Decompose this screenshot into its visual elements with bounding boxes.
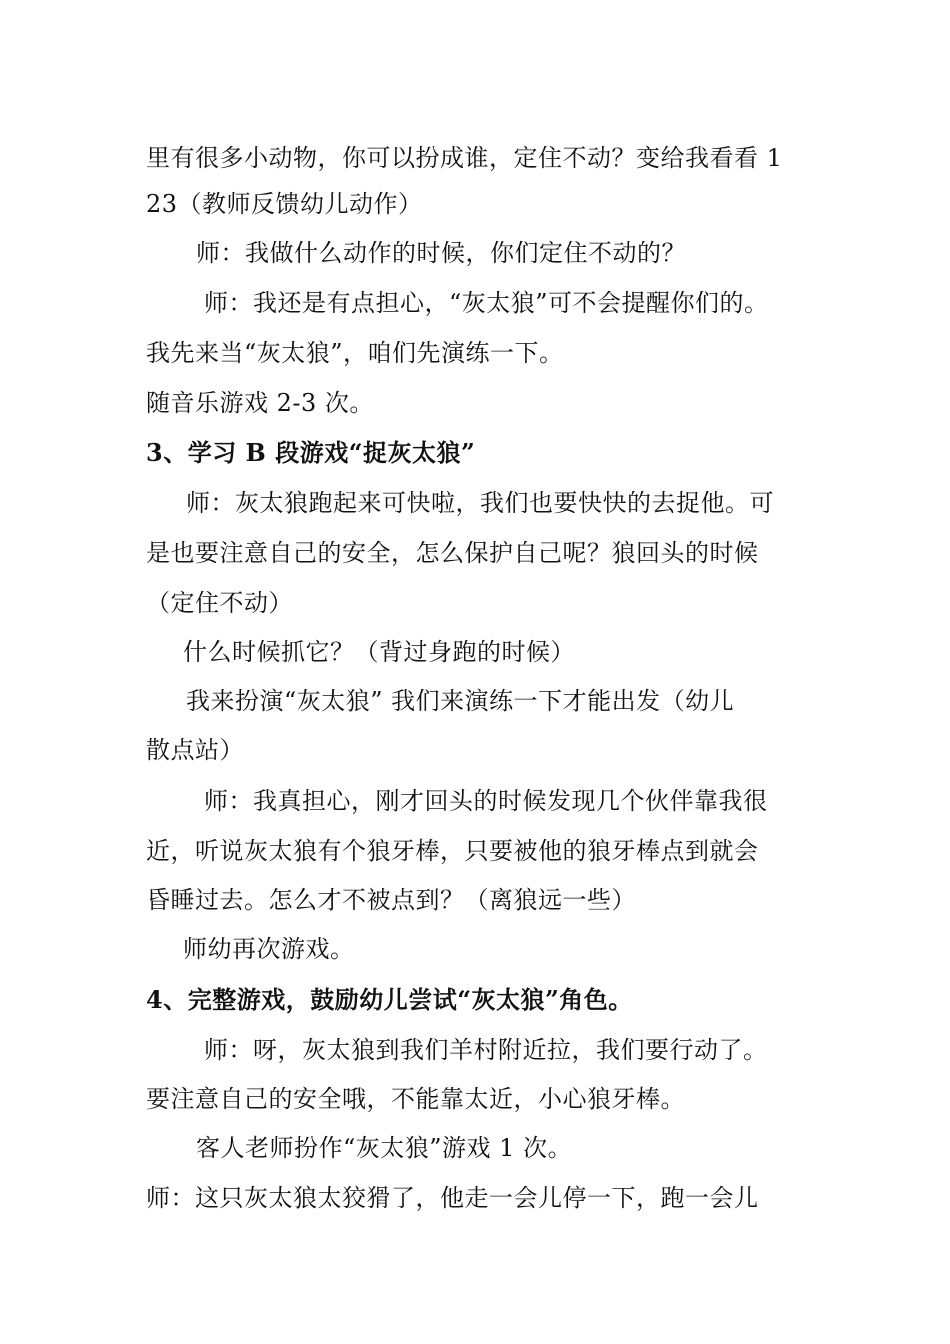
text-line-9: 是也要注意自己的安全，怎么保护自己呢？狼回头的时候 (146, 539, 759, 567)
text-line-17: 师幼再次游戏。 (183, 935, 355, 963)
text-line-12: 我来扮演“灰太狼” 我们来演练一下才能出发（幼儿 (186, 687, 735, 715)
text-line-21: 客人老师扮作“灰太狼”游戏 1 次。 (196, 1134, 573, 1162)
text-line-15: 近，听说灰太狼有个狼牙棒，只要被他的狼牙棒点到就会 (146, 837, 759, 865)
text-line-3: 师：我做什么动作的时候，你们定住不动的？ (196, 239, 686, 267)
section-heading-4: 4、完整游戏，鼓励幼儿尝试“灰太狼”角色。 (146, 985, 633, 1014)
text-line-6: 随音乐游戏 2-3 次。 (146, 389, 374, 417)
text-line-10: （定住不动） (146, 589, 293, 617)
text-line-11: 什么时候抓它？（背过身跑的时候） (183, 638, 575, 666)
text-line-22: 师：这只灰太狼太狡猾了，他走一会儿停一下，跑一会儿 (146, 1184, 759, 1212)
text-line-5: 我先来当“灰太狼”，咱们先演练一下。 (146, 339, 564, 367)
text-line-4: 师：我还是有点担心，“灰太狼”可不会提醒你们的。 (204, 289, 769, 317)
text-line-8: 师：灰太狼跑起来可快啦，我们也要快快的去捉他。可 (186, 489, 774, 517)
section-heading-3: 3、学习 B 段游戏“捉灰太狼” (146, 438, 476, 467)
text-line-2: 23（教师反馈幼儿动作） (146, 190, 423, 218)
text-line-1: 里有很多小动物，你可以扮成谁，定住不动？变给我看看 1 (146, 144, 783, 172)
text-line-13: 散点站） (146, 736, 244, 764)
text-line-20: 要注意自己的安全哦，不能靠太近，小心狼牙棒。 (146, 1085, 685, 1113)
text-line-16: 昏睡过去。怎么才不被点到？（离狼远一些） (146, 886, 636, 914)
text-line-19: 师：呀，灰太狼到我们羊村附近拉，我们要行动了。 (204, 1036, 768, 1064)
text-line-14: 师：我真担心，刚才回头的时候发现几个伙伴靠我很 (204, 787, 768, 815)
